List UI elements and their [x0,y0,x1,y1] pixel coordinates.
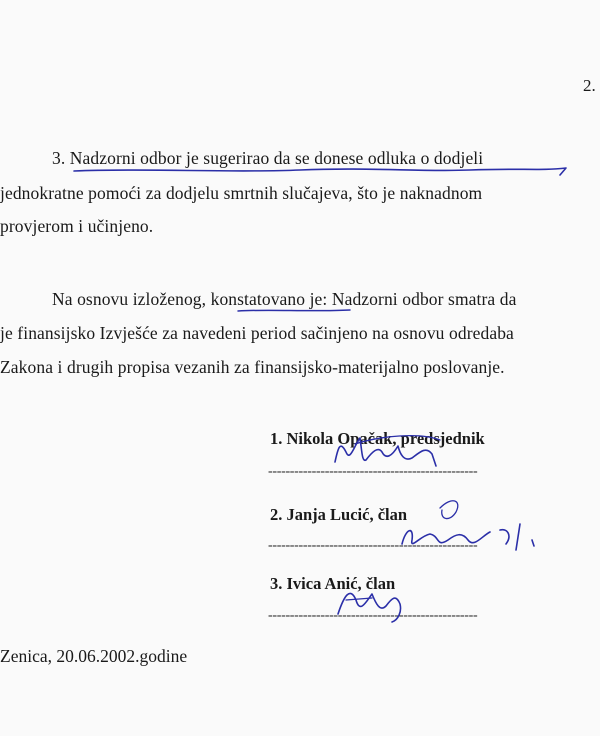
paragraph-2-line-1: Na osnovu izloženog, konstatovano je: Nadzorni odbor smatra da [52,289,517,309]
signature-line-1: ------------------------------------------------ [268,464,478,479]
signatory-1-label: 1. Nikola Opačak, predsjednik [270,429,485,448]
paragraph-1-line-1: 3. Nadzorni odbor je sugerirao da se donese odluka o dodjeli [52,148,484,168]
ink-underline-1 [74,168,566,175]
paragraph-2-line-2: je finansijsko Izvješće za navedeni period sačinjeno na osnovu odredaba [0,323,514,343]
signature-line-2: ------------------------------------------------ [268,538,478,553]
signature-3-cross [346,598,372,600]
ink-underline-2 [238,310,350,311]
paragraph-2-line-3: Zakona i drugih propisa vezanih za finansijsko-materijalno poslovanje. [0,357,505,377]
signature-line-3: ------------------------------------------------ [268,608,478,623]
signatory-2-label: 2. Janja Lucić, član [270,505,408,524]
paragraph-1-line-2: jednokratne pomoći za dodjelu smrtnih slučajeva, što je naknadnom [0,183,483,203]
place-and-date: Zenica, 20.06.2002.godine [0,646,188,666]
paragraph-1-line-3: provjerom i učinjeno. [0,216,154,236]
page-number: 2. [583,76,596,95]
signatory-3-label: 3. Ivica Anić, član [270,574,396,593]
signature-2-loop [440,501,458,519]
